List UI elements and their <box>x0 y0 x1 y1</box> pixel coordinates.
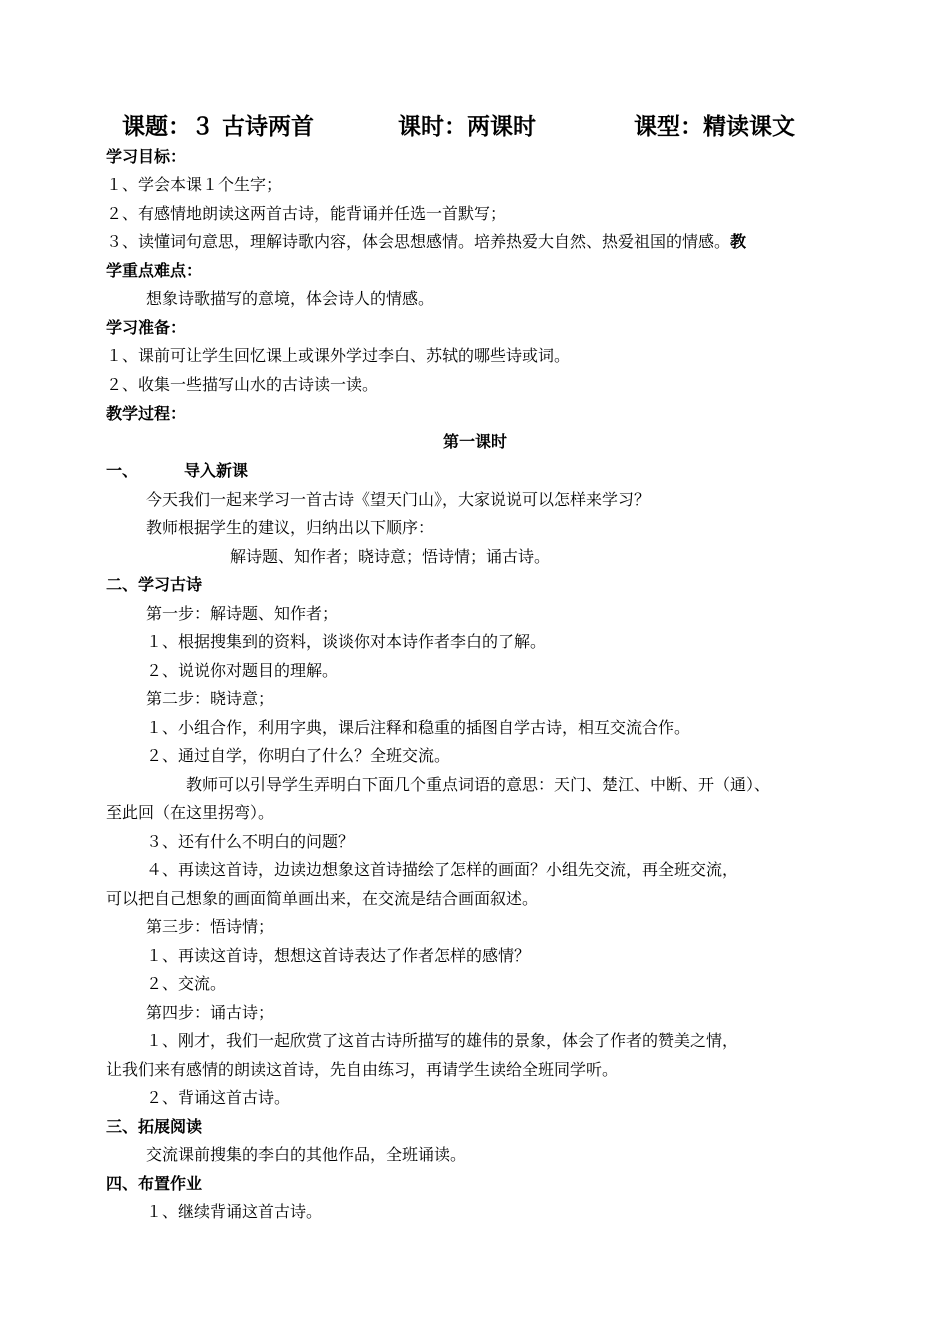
section3-heading: 三、拓展阅读 <box>106 1117 203 1136</box>
section2-line: １、再读这首诗，想想这首诗表达了作者怎样的感情？ <box>146 946 531 965</box>
section1-line: 解诗题、知作者；晓诗意；悟诗情；诵古诗。 <box>230 547 551 566</box>
section2-line: 第三步：悟诗情； <box>146 917 275 936</box>
section2-line: ２、通过自学，你明白了什么？全班交流。 <box>146 746 451 765</box>
objectives-heading: 学习目标： <box>106 147 187 166</box>
section2-line: 至此回（在这里拐弯）。 <box>106 803 275 822</box>
section2-line: 让我们来有感情的朗读这首诗，先自由练习，再请学生读给全班同学听。 <box>106 1060 619 1079</box>
section2-line: 可以把自己想象的画面简单画出来，在交流是结合画面叙述。 <box>106 889 539 908</box>
preparation-item: ２、收集一些描写山水的古诗读一读。 <box>106 375 379 394</box>
section1-line: 今天我们一起来学习一首古诗《望天门山》，大家说说可以怎样来学习？ <box>146 490 651 509</box>
section2-line: 第四步：诵古诗； <box>146 1003 275 1022</box>
section2-line: ２、说说你对题目的理解。 <box>146 661 339 680</box>
section2-line: ３、还有什么不明白的问题？ <box>146 832 355 851</box>
section3-text: 交流课前搜集的李白的其他作品，全班诵读。 <box>146 1145 467 1164</box>
wrapped-heading-start: 教 <box>730 232 747 251</box>
objective-item: ２、有感情地朗读这两首古诗，能背诵并任选一首默写； <box>106 204 507 223</box>
preparation-heading: 学习准备： <box>106 318 187 337</box>
preparation-item: １、课前可让学生回忆课上或课外学过李白、苏轼的哪些诗或词。 <box>106 346 571 365</box>
section1-line: 教师根据学生的建议，归纳出以下顺序： <box>146 518 435 537</box>
section1-number: 一、 <box>106 461 139 480</box>
section2-line: 教师可以引导学生弄明白下面几个重点词语的意思：天门、楚江、中断、开（通）、 <box>186 775 771 794</box>
lesson-title: 课题：３ 古诗两首 <box>122 114 315 140</box>
section2-line: 第二步：晓诗意； <box>146 689 275 708</box>
section2-line: 第一步：解诗题、知作者； <box>146 604 339 623</box>
section1-heading <box>106 461 249 481</box>
section2-line: ２、交流。 <box>146 974 227 993</box>
section2-line: ２、背诵这首古诗。 <box>146 1088 291 1107</box>
lesson-type: 课型：精读课文 <box>634 114 795 140</box>
section1-title: 导入新课 <box>184 461 249 480</box>
process-heading: 教学过程： <box>106 404 187 423</box>
difficulty-heading: 学重点难点： <box>106 261 203 280</box>
session-title: 第一课时 <box>442 432 507 451</box>
objective-item: １、学会本课１个生字； <box>106 175 283 194</box>
title-row <box>122 108 842 144</box>
objective-item-text: ３、读懂词句意思，理解诗歌内容，体会思想感情。培养热爱大自然、热爱祖国的情感。 <box>106 232 731 251</box>
lesson-periods: 课时：两课时 <box>398 114 536 140</box>
objective-item <box>106 232 746 252</box>
section2-line: １、根据搜集到的资料，谈谈你对本诗作者李白的了解。 <box>146 632 547 651</box>
difficulty-text: 想象诗歌描写的意境，体会诗人的情感。 <box>146 289 435 308</box>
section2-line: １、刚才，我们一起欣赏了这首古诗所描写的雄伟的景象，体会了作者的赞美之情， <box>146 1031 739 1050</box>
section2-line: ４、再读这首诗，边读边想象这首诗描绘了怎样的画面？小组先交流，再全班交流， <box>146 860 739 879</box>
section4-heading: 四、布置作业 <box>106 1174 203 1193</box>
section2-heading: 二、学习古诗 <box>106 575 203 594</box>
section4-text: １、继续背诵这首古诗。 <box>146 1202 323 1221</box>
section2-line: １、小组合作，利用字典，课后注释和稳重的插图自学古诗，相互交流合作。 <box>146 718 691 737</box>
